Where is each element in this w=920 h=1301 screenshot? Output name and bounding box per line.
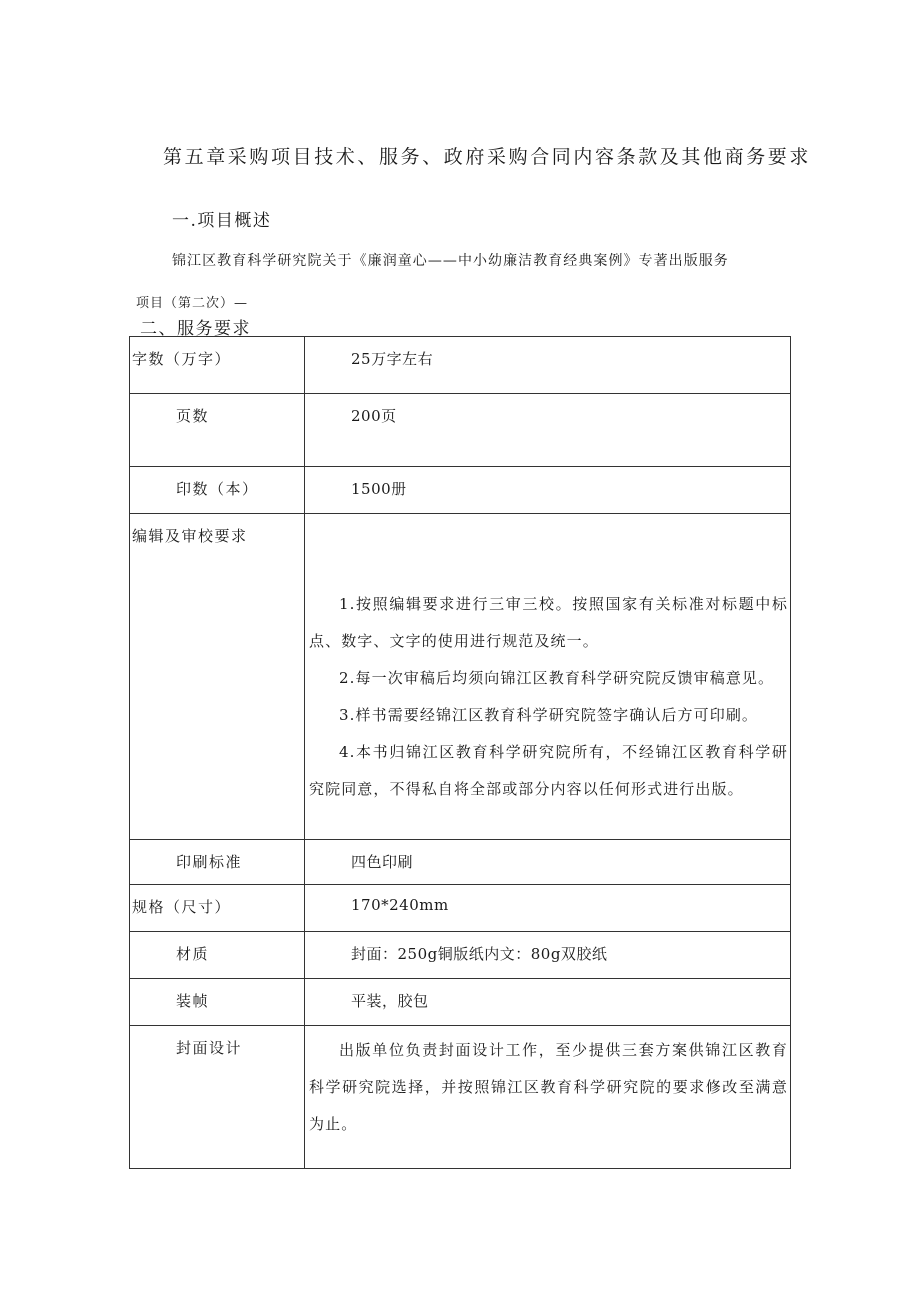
label-cell	[130, 885, 305, 932]
table-row-pages	[130, 394, 791, 467]
editing-requirements	[305, 514, 790, 808]
section-heading-service-requirements: 二、服务要求	[140, 319, 251, 339]
binding-value: 平装，胶包	[351, 992, 429, 1010]
section-heading-overview: 一.项目概述	[172, 211, 272, 231]
value-cell	[305, 979, 791, 1026]
value-cell	[305, 467, 791, 514]
label-cell	[130, 467, 305, 514]
chapter-title: 第五章采购项目技术、服务、政府采购合同内容条款及其他商务要求	[163, 146, 812, 168]
label-cell	[130, 840, 305, 885]
label-cell	[130, 1026, 305, 1169]
word-count-value: 25万字左右	[351, 350, 434, 368]
table-row-material	[130, 932, 791, 979]
label-cell	[130, 932, 305, 979]
pages-value: 200页	[351, 407, 397, 425]
binding-label: 装帧	[176, 992, 210, 1010]
editing-item: 3.样书需要经锦江区教育科学研究院签字确认后方可印刷。	[339, 706, 759, 724]
table-row-binding	[130, 979, 791, 1026]
table-row-print-run	[130, 467, 791, 514]
requirements-table	[129, 336, 791, 1169]
word-count-label: 字数（万字）	[132, 350, 232, 368]
size-label: 规格（尺寸）	[132, 898, 232, 916]
editing-label: 编辑及审校要求	[132, 527, 248, 545]
printing-label: 印刷标准	[176, 853, 243, 871]
value-cell	[305, 932, 791, 979]
table-row-word-count	[130, 337, 791, 394]
editing-item: 1.按照编辑要求进行三审三校。按照国家有关标准对标题中标点、数字、文字的使用进行规范及统一。	[309, 595, 788, 650]
table-row-cover-design	[130, 1026, 791, 1169]
value-cell	[305, 840, 791, 885]
material-label: 材质	[176, 945, 210, 963]
material-value: 封面：250g铜版纸内文：80g双胶纸	[351, 945, 608, 963]
value-cell	[305, 885, 791, 932]
pages-label: 页数	[176, 407, 210, 425]
cover-design-requirements	[305, 1026, 790, 1143]
project-name-line2: 项目（第二次）—	[136, 296, 249, 311]
label-cell	[130, 394, 305, 467]
cover-design-value: 出版单位负责封面设计工作，至少提供三套方案供锦江区教育科学研究院选择，并按照锦江区教育科学研究院的要求修改至满意为止。	[309, 1041, 788, 1133]
printing-value: 四色印刷	[351, 853, 414, 871]
value-cell	[305, 337, 791, 394]
editing-item: 2.每一次审稿后均须向锦江区教育科学研究院反馈审稿意见。	[339, 669, 775, 687]
project-name-line1: 锦江区教育科学研究院关于《廉润童心——中小幼廉洁教育经典案例》专著出版服务	[172, 253, 729, 269]
label-cell	[130, 979, 305, 1026]
value-cell	[305, 1026, 791, 1169]
value-cell	[305, 514, 791, 840]
size-value: 170*240mm	[351, 896, 449, 914]
label-cell	[130, 514, 305, 840]
table-row-editing	[130, 514, 791, 840]
table-row-size	[130, 885, 791, 932]
editing-item: 4.本书归锦江区教育科学研究院所有，不经锦江区教育科学研究院同意，不得私自将全部或部分内容以任何形式进行出版。	[309, 743, 788, 798]
label-cell	[130, 337, 305, 394]
print-run-value: 1500册	[351, 480, 407, 498]
value-cell	[305, 394, 791, 467]
cover-design-label: 封面设计	[176, 1039, 243, 1057]
table-row-printing	[130, 840, 791, 885]
print-run-label: 印数（本）	[176, 480, 259, 498]
